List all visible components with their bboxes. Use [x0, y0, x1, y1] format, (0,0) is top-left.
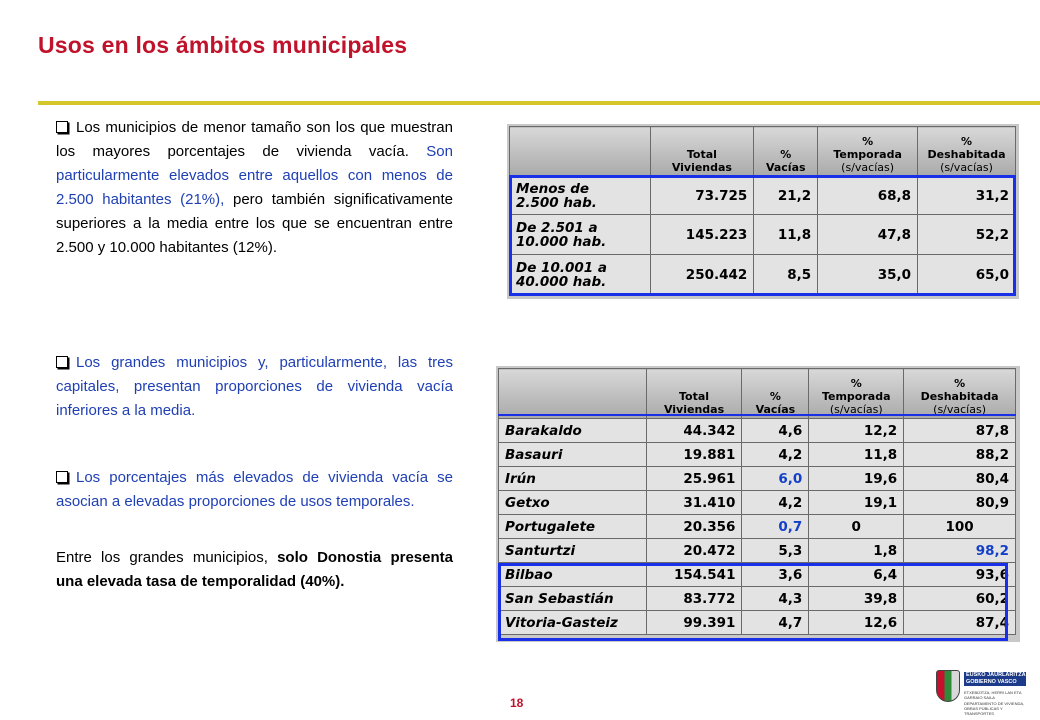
table-row	[499, 563, 1016, 587]
header-blank	[499, 369, 647, 419]
table-row	[499, 443, 1016, 467]
cell-vacias: 8,5	[754, 255, 818, 295]
cell-deshabitada: 80,4	[904, 467, 1016, 491]
table-row	[499, 611, 1016, 635]
cell-temporada: 12,6	[809, 611, 904, 635]
cell-deshabitada: 100	[904, 515, 1016, 539]
cell-deshabitada: 60,2	[904, 587, 1016, 611]
checkbox-bullet-icon	[56, 356, 68, 368]
bullet1-part3: pero también significativamente superiores a la media entre los que se encuentran entre 2.500 y 10.000 habitantes (12%).	[56, 191, 453, 256]
cell-total: 154.541	[646, 563, 742, 587]
header-temporada: % Temporada (s/vacías)	[809, 369, 904, 419]
header-total: Total Viviendas	[650, 127, 754, 177]
cell-temporada: 1,8	[809, 539, 904, 563]
cell-temporada: 12,2	[809, 419, 904, 443]
cell-vacias: 4,3	[742, 587, 809, 611]
page-number: 18	[510, 696, 524, 710]
table-large-municipalities	[498, 368, 1016, 635]
cell-total: 99.391	[646, 611, 742, 635]
bullet-large-municipalities	[56, 351, 453, 423]
cell-temporada: 19,6	[809, 467, 904, 491]
cell-deshabitada: 93,6	[904, 563, 1016, 587]
table-row	[499, 539, 1016, 563]
header-temporada: % Temporada (s/vacías)	[818, 127, 918, 177]
cell-temporada: 0	[809, 515, 904, 539]
table-row	[499, 515, 1016, 539]
cell-vacias: 3,6	[742, 563, 809, 587]
checkbox-bullet-icon	[56, 471, 68, 483]
row-label: Irún	[499, 467, 647, 491]
header-vacias: % Vacías	[754, 127, 818, 177]
cell-vacias: 4,7	[742, 611, 809, 635]
cell-temporada: 47,8	[818, 215, 918, 255]
gobierno-vasco-logo	[936, 668, 1028, 714]
bullet-small-municipalities	[56, 116, 453, 260]
cell-vacias: 4,2	[742, 443, 809, 467]
cell-temporada: 35,0	[818, 255, 918, 295]
bullet4-bold: solo Donostia presenta una elevada tasa de temporalidad (40%).	[56, 549, 453, 590]
header-deshabitada: % Deshabitada (s/vacías)	[918, 127, 1016, 177]
row-label: San Sebastián	[499, 587, 647, 611]
cell-vacias: 4,6	[742, 419, 809, 443]
cell-vacias: 11,8	[754, 215, 818, 255]
cell-temporada: 6,4	[809, 563, 904, 587]
checkbox-bullet-icon	[56, 121, 68, 133]
bullet1-part1: Los municipios de menor tamaño son los que muestran los mayores porcentajes de vivienda vacía.	[56, 119, 453, 160]
cell-vacias: 5,3	[742, 539, 809, 563]
logo-band: EUSKO JAURLARITZA GOBIERNO VASCO	[966, 672, 1026, 685]
bullet4-plain: Entre los grandes municipios,	[56, 549, 268, 566]
header-blank	[510, 127, 651, 177]
table2-header-row	[499, 369, 1016, 419]
cell-total: 31.410	[646, 491, 742, 515]
cell-vacias-highlight: 0,7	[742, 515, 809, 539]
cell-total: 20.472	[646, 539, 742, 563]
bullet2-text: Los grandes municipios y, particularmente, las tres capitales, presentan proporciones de vivienda vacía inferiores a la media.	[56, 354, 453, 419]
cell-deshabitada: 87,4	[904, 611, 1016, 635]
header-vacias: % Vacías	[742, 369, 809, 419]
row-label: Getxo	[499, 491, 647, 515]
table-row	[499, 587, 1016, 611]
coat-of-arms-icon	[936, 670, 960, 702]
row-label: Basauri	[499, 443, 647, 467]
page-title: Usos en los ámbitos municipales	[38, 32, 408, 58]
cell-deshabitada: 88,2	[904, 443, 1016, 467]
cell-total: 20.356	[646, 515, 742, 539]
cell-vacias: 4,2	[742, 491, 809, 515]
cell-deshabitada: 52,2	[918, 215, 1016, 255]
logo-dept-spanish: DEPARTAMENTO DE VIVIENDA, OBRAS PÚBLICAS Y TRANSPORTES	[964, 701, 1025, 716]
cell-temporada: 19,1	[809, 491, 904, 515]
logo-dept-basque: ETXEBIZITZA, HERRI LAN ETA GARRAIO SAILA	[964, 690, 1022, 700]
cell-vacias-highlight: 6,0	[742, 467, 809, 491]
table1-header-row	[510, 127, 1016, 177]
row-label: De 2.501 a 10.000 hab.	[510, 215, 651, 255]
table-row	[499, 419, 1016, 443]
cell-temporada: 39,8	[809, 587, 904, 611]
row-label: Vitoria-Gasteiz	[499, 611, 647, 635]
bullet-temporary-uses	[56, 466, 453, 514]
table-row	[510, 177, 1016, 215]
row-label: Menos de 2.500 hab.	[510, 177, 651, 215]
cell-total: 250.442	[650, 255, 754, 295]
row-label: Barakaldo	[499, 419, 647, 443]
header-total: Total Viviendas	[646, 369, 742, 419]
cell-total: 25.961	[646, 467, 742, 491]
cell-total: 83.772	[646, 587, 742, 611]
cell-deshabitada: 65,0	[918, 255, 1016, 295]
row-label: Portugalete	[499, 515, 647, 539]
table-row	[510, 255, 1016, 295]
bullet1-part2: Son particularmente elevados entre aquellos con menos de 2.500 habitantes (21%),	[56, 143, 453, 208]
cell-total: 44.342	[646, 419, 742, 443]
cell-deshabitada-highlight: 98,2	[904, 539, 1016, 563]
bullet3-text: Los porcentajes más elevados de vivienda vacía se asocian a elevadas proporciones de usos temporales.	[56, 469, 453, 510]
table-size-ranges	[509, 126, 1016, 295]
cell-temporada: 11,8	[809, 443, 904, 467]
table-row	[499, 491, 1016, 515]
bullet-donostia	[56, 546, 453, 594]
header-deshabitada: % Deshabitada (s/vacías)	[904, 369, 1016, 419]
row-label: De 10.001 a 40.000 hab.	[510, 255, 651, 295]
cell-temporada: 68,8	[818, 177, 918, 215]
cell-vacias: 21,2	[754, 177, 818, 215]
table-row	[510, 215, 1016, 255]
cell-deshabitada: 87,8	[904, 419, 1016, 443]
title-underline	[38, 101, 1040, 105]
row-label: Santurtzi	[499, 539, 647, 563]
cell-total: 73.725	[650, 177, 754, 215]
cell-total: 19.881	[646, 443, 742, 467]
cell-total: 145.223	[650, 215, 754, 255]
row-label: Bilbao	[499, 563, 647, 587]
cell-deshabitada: 31,2	[918, 177, 1016, 215]
table-row	[499, 467, 1016, 491]
cell-deshabitada: 80,9	[904, 491, 1016, 515]
